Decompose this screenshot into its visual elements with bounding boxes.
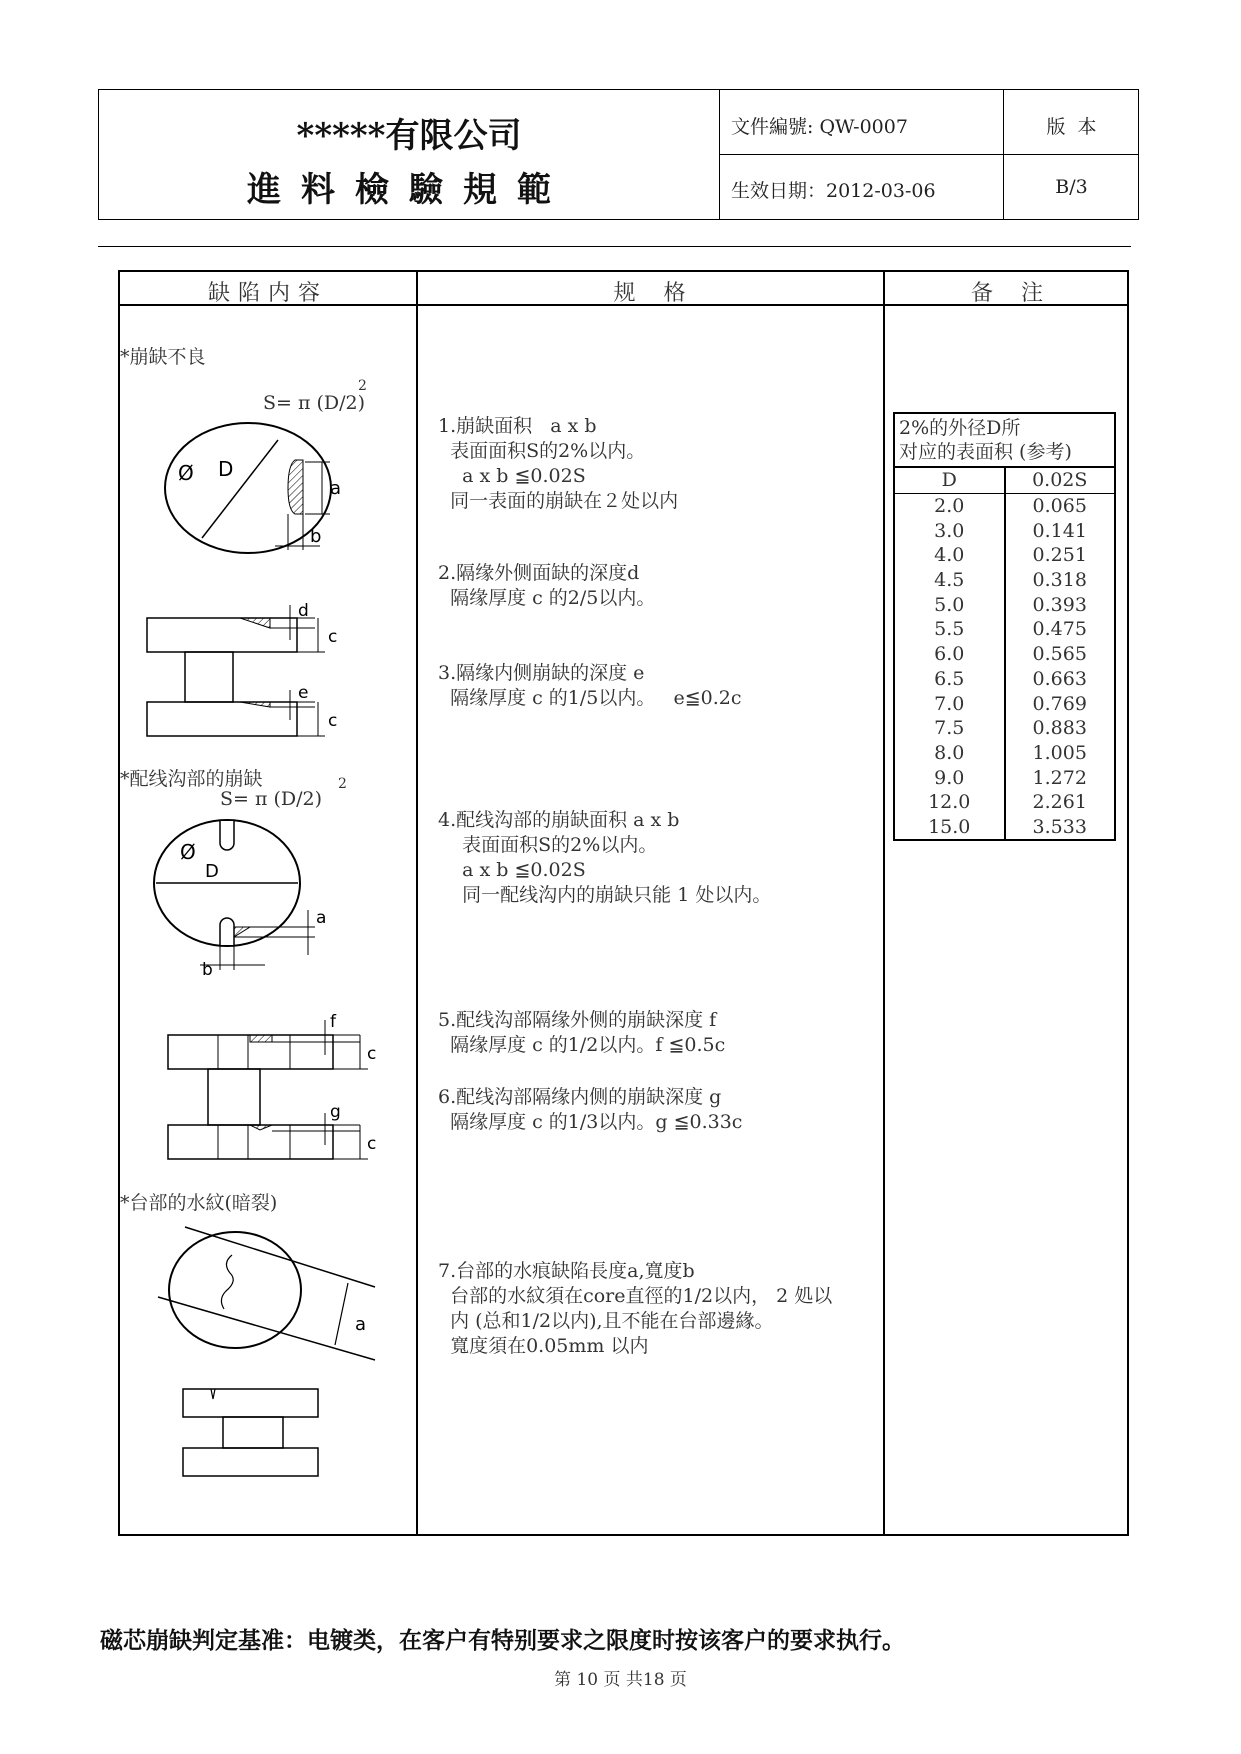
dim-b-label: b — [310, 526, 322, 547]
dim-d-label: d — [298, 601, 309, 621]
formula-exponent: 2 — [338, 776, 347, 792]
ref-diameter: 9.0 — [895, 765, 1005, 790]
spec-item: 1.崩缺面积 a x b 表面面积S的2%以内。 a x b ≦0.02S 同一表面的崩缺在２处以内 — [438, 415, 679, 512]
ref-table-row — [895, 667, 1114, 692]
spec-item: 2.隔缘外侧面缺的深度d 隔缘厚度 c 的2/5以内。 — [438, 562, 656, 609]
ref-table-row — [895, 592, 1114, 617]
spec-item: 6.配线沟部隔缘内侧的崩缺深度 g 隔缘厚度 c 的1/3以内。g ≦0.33c — [438, 1086, 743, 1133]
watermark-flange-diagram — [175, 1385, 335, 1485]
ref-diameter: 5.5 — [895, 617, 1005, 642]
column-divider — [416, 272, 418, 1534]
ref-diameter: 8.0 — [895, 741, 1005, 766]
dim-c-label: c — [367, 1044, 377, 1064]
ref-table-row — [895, 790, 1114, 815]
ref-table-row — [895, 716, 1114, 741]
column-divider — [883, 272, 885, 1534]
spec-item: 5.配线沟部隔缘外侧的崩缺深度 f 隔缘厚度 c 的1/2以内。f ≦0.5c — [438, 1009, 726, 1056]
chip-circle-diagram — [160, 420, 360, 560]
defect-groove-label: *配线沟部的崩缺 — [120, 768, 263, 790]
ref-table-row — [895, 568, 1114, 593]
ref-area: 0.141 — [1032, 519, 1087, 542]
ref-table-grid — [895, 468, 1114, 839]
dim-g-label: g — [330, 1102, 341, 1122]
spec-item: 3.隔缘内侧崩缺的深度 e 隔缘厚度 c 的1/5以内。 e≦0.2c — [438, 662, 742, 709]
col-header-remark: 备 注 — [971, 281, 1043, 306]
ref-table-header: D 0.02S — [895, 468, 1114, 493]
defect-watermark-label: *台部的水紋(暗裂) — [120, 1192, 278, 1214]
ref-area: 0.565 — [1032, 643, 1087, 666]
ref-table-row — [895, 741, 1114, 766]
version-label: 版 本 — [1046, 116, 1097, 138]
doc-number: 文件編號: QW-0007 — [731, 116, 908, 138]
ref-table-row — [895, 617, 1114, 642]
formula-area: S= π (D/2) — [263, 392, 366, 414]
ref-area: 0.318 — [1032, 569, 1087, 592]
dim-c-label: c — [328, 627, 338, 647]
ref-diameter: 2.0 — [895, 493, 1005, 518]
diameter-label: D — [205, 861, 219, 882]
document-title: 進料檢驗規範 — [247, 170, 571, 210]
watermark-circle-diagram — [150, 1225, 380, 1375]
dim-c-label: c — [367, 1134, 377, 1154]
ref-diameter: 4.5 — [895, 568, 1005, 593]
ref-diameter: 7.0 — [895, 691, 1005, 716]
dim-a-label: a — [355, 1314, 367, 1335]
ref-diameter: 6.0 — [895, 642, 1005, 667]
ref-table-row — [895, 815, 1114, 840]
ref-diameter: 4.0 — [895, 543, 1005, 568]
formula-exponent: 2 — [358, 378, 367, 394]
header-rule — [98, 246, 1131, 247]
spec-item: 4.配线沟部的崩缺面积 a x b 表面面积S的2%以内。 a x b ≦0.02S 同一配线沟内的崩缺只能 1 处以内。 — [438, 809, 772, 906]
ref-table-row — [895, 642, 1114, 667]
ref-diameter: 15.0 — [895, 815, 1005, 840]
ref-area: 0.393 — [1032, 593, 1087, 616]
ref-diameter: 5.0 — [895, 592, 1005, 617]
version-value: B/3 — [1055, 176, 1088, 198]
col-header-defect: 缺陷内容 — [207, 281, 328, 306]
page-footer: 第 10 页 共18 页 — [554, 1670, 687, 1690]
ref-diameter: 12.0 — [895, 790, 1005, 815]
ref-diameter: 7.5 — [895, 716, 1005, 741]
ref-table-row — [895, 493, 1114, 518]
spec-item: 7.台部的水痕缺陷長度a,寬度b 台部的水紋須在core直徑的1/2以内， 2 処以 内 (总和1/2以内),且不能在台部邊緣。 寬度須在0.05mm 以内 — [438, 1260, 833, 1357]
ref-area: 0.663 — [1032, 667, 1087, 690]
ref-diameter: 3.0 — [895, 518, 1005, 543]
groove-circle-diagram — [150, 815, 350, 980]
reference-area-table — [893, 412, 1116, 841]
ref-diameter: 6.5 — [895, 667, 1005, 692]
flange-chip-diagram — [140, 600, 350, 740]
divider — [719, 154, 1138, 155]
ref-area: 0.065 — [1032, 495, 1087, 518]
diameter-symbol: Ø — [178, 461, 194, 485]
criteria-note: 磁芯崩缺判定基准：电镀类，在客户有特别要求之限度时按该客户的要求执行。 — [100, 1628, 905, 1654]
ref-area: 0.769 — [1032, 692, 1087, 715]
ref-table-row — [895, 543, 1114, 568]
ref-area: 1.005 — [1032, 741, 1087, 764]
effective-date: 生效日期：2012-03-06 — [731, 180, 936, 202]
ref-table-caption: 2%的外径D所 对应的表面积 (参考) — [895, 414, 1114, 468]
dim-a-label: a — [330, 478, 342, 499]
dim-c-label: c — [328, 711, 338, 731]
document-header — [98, 89, 1139, 220]
ref-area: 0.883 — [1032, 717, 1087, 740]
ref-area: 3.533 — [1032, 815, 1087, 838]
defect-chip-label: *崩缺不良 — [120, 346, 206, 368]
company-name: *****有限公司 — [296, 116, 522, 156]
ref-area: 1.272 — [1032, 766, 1087, 789]
dim-f-label: f — [330, 1012, 336, 1032]
formula-area-groove: S= π (D/2) — [220, 788, 323, 810]
col-header-spec: 规 格 — [613, 281, 686, 306]
dim-e-label: e — [298, 683, 309, 703]
dim-b-label: b — [202, 960, 213, 980]
ref-area: 0.251 — [1032, 544, 1087, 567]
ref-table-row — [895, 691, 1114, 716]
ref-area: 0.475 — [1032, 618, 1087, 641]
diameter-label: D — [218, 457, 234, 481]
diameter-symbol: Ø — [180, 840, 196, 864]
dim-a-label: a — [316, 908, 327, 928]
ref-area: 2.261 — [1032, 791, 1087, 814]
ref-table-row — [895, 518, 1114, 543]
groove-flange-diagram — [160, 1005, 380, 1160]
ref-table-row — [895, 765, 1114, 790]
